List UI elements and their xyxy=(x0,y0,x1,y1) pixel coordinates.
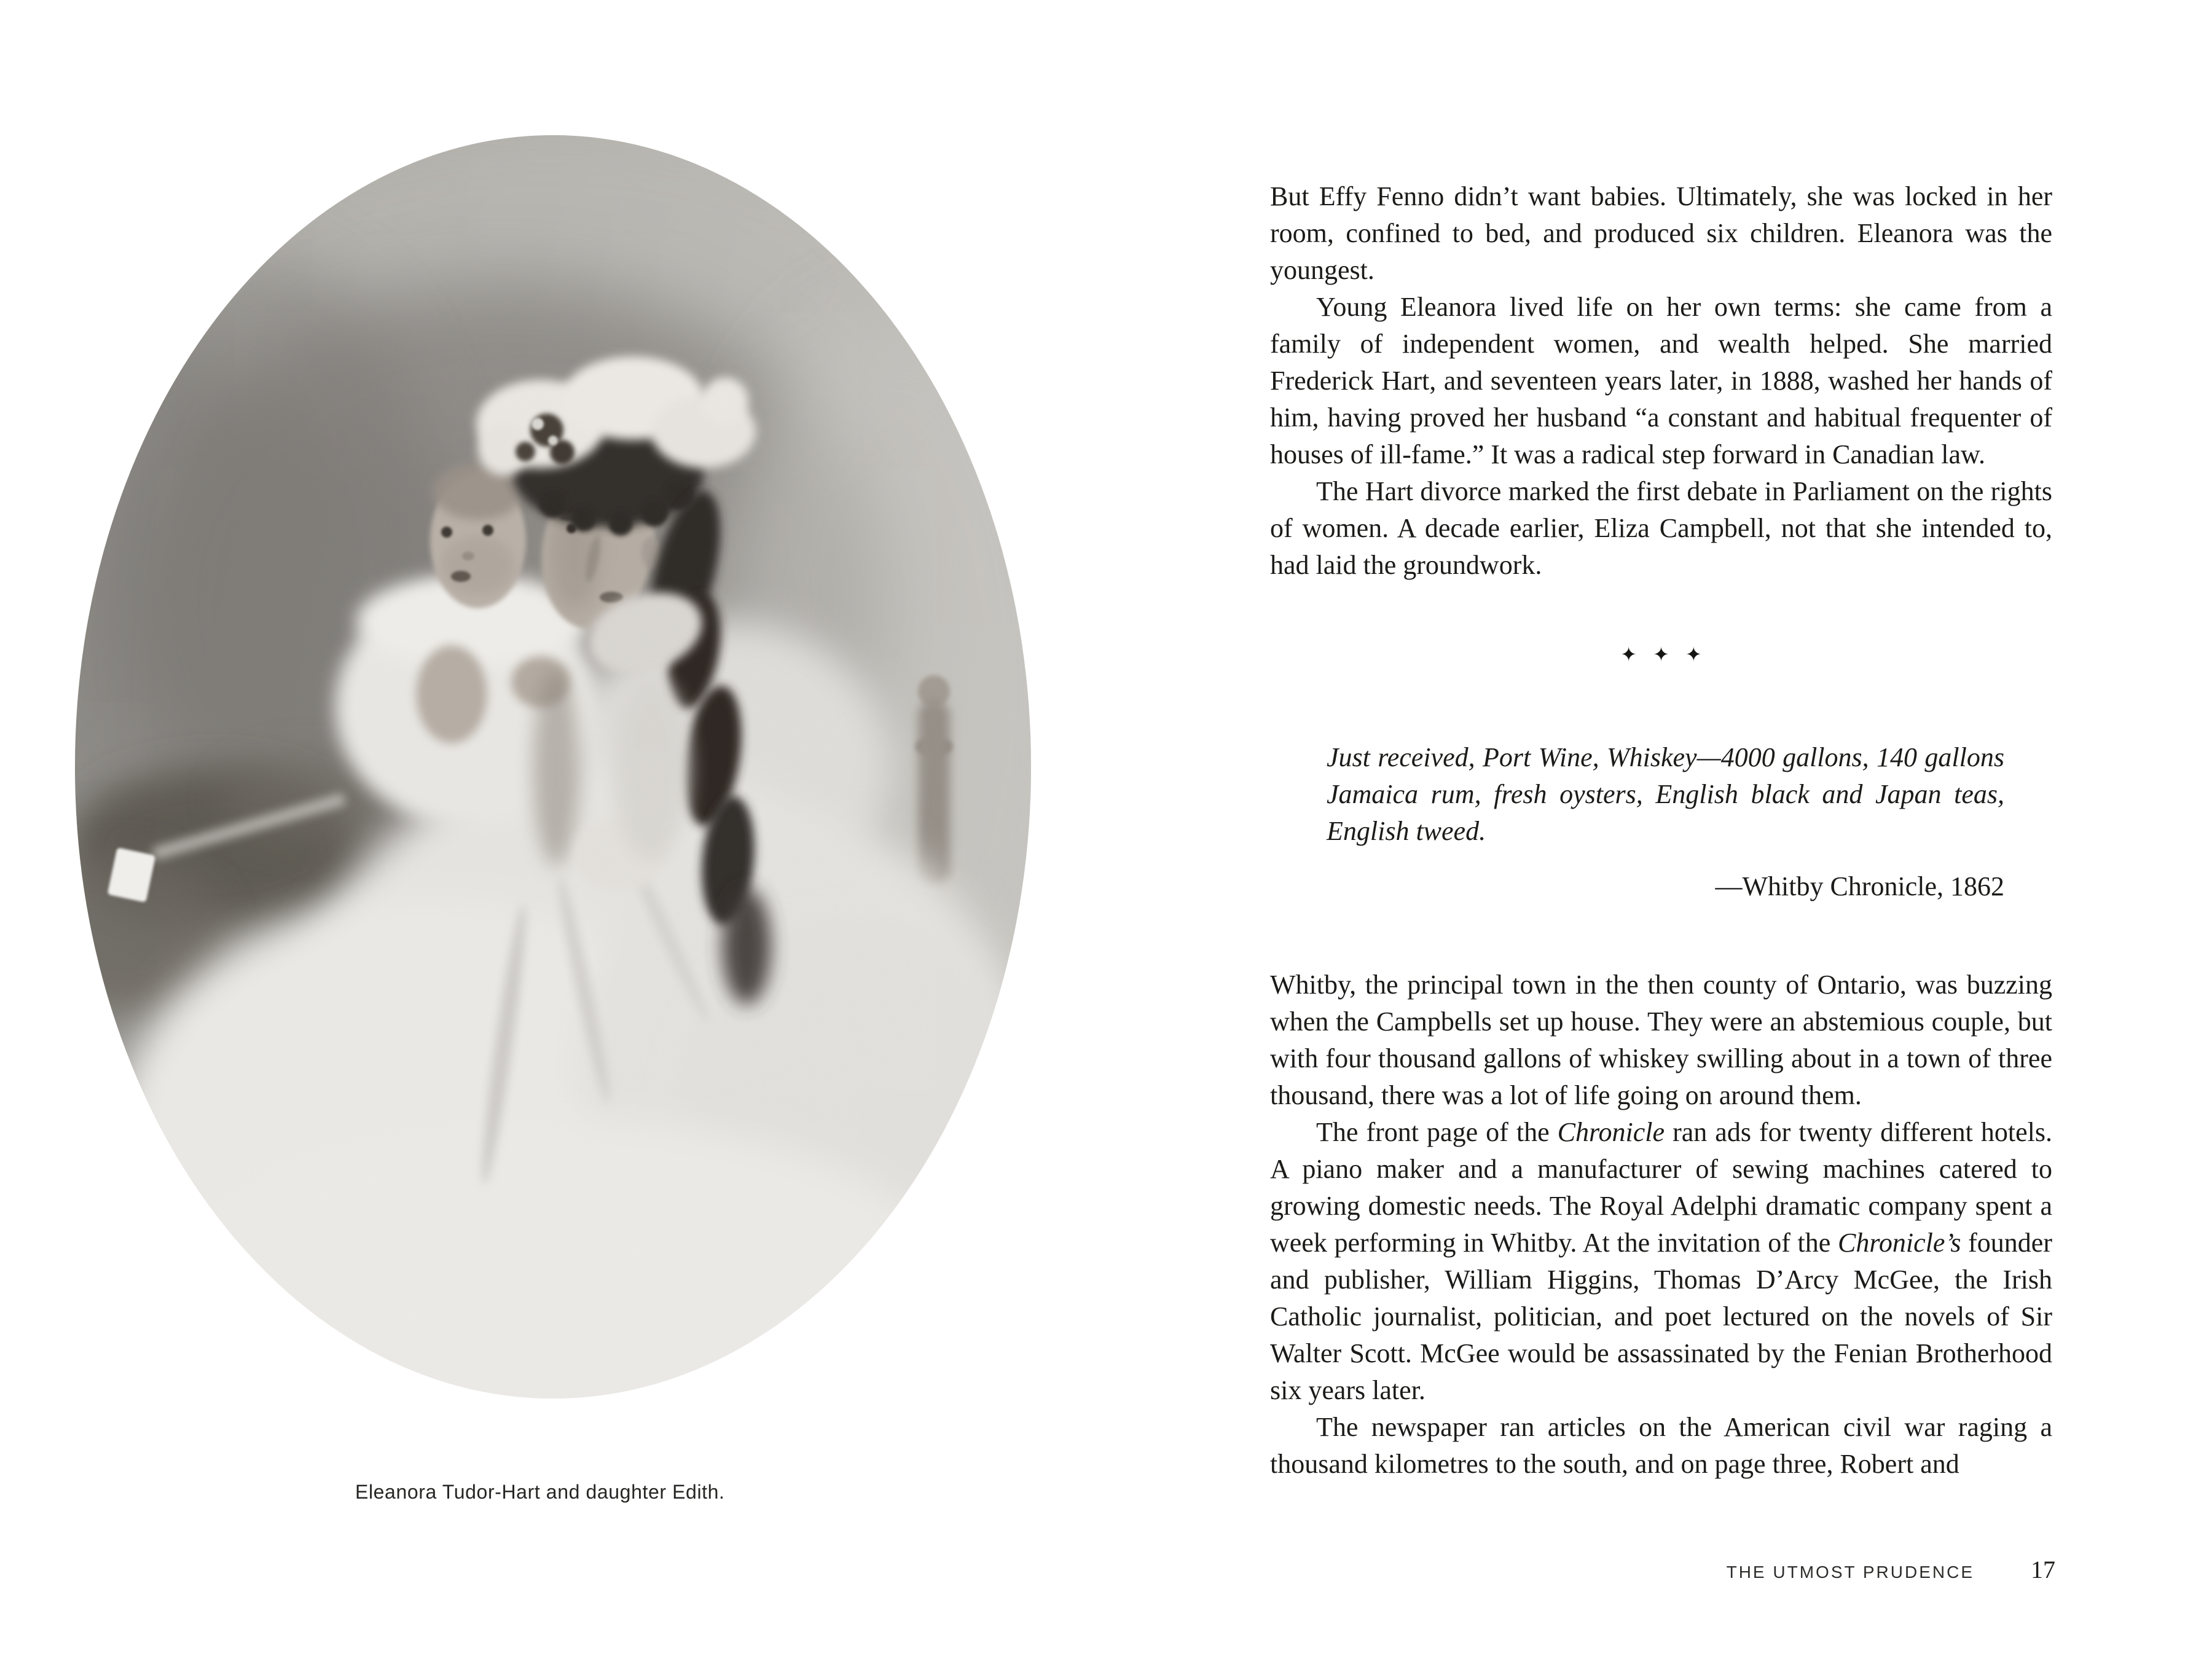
paragraph-young-eleanora: Young Eleanora lived life on her own terms: she came from a family of independent women, and wealth helped. She married Frederick Hart, and seventeen years later, in 1888, washed her hands of him, having proved her husband “a constant and habitual frequenter of houses of ill-fame.” It was a radical step forward in Canadian law. xyxy=(1270,292,2052,469)
italic-publication-name: Chronicle xyxy=(1557,1117,1665,1147)
paragraph-whitby: Whitby, the principal town in the then county of Ontario, was buzzing when the Campbells set up house. They were an abstemious couple, but with four thousand gallons of whiskey swilling about in a town of three thousand, there was a lot of life going on around them. xyxy=(1270,970,2052,1110)
paragraph-effy-fenno: But Effy Fenno didn’t want babies. Ultimately, she was locked in her room, confined to bed, and produced six children. Eleanora was the youngest. xyxy=(1270,181,2052,285)
text-column xyxy=(1270,178,2052,1483)
paragraph-text: founder and publisher, William Higgins, Thomas D’Arcy McGee, the Irish Catholic journalist, politician, and poet lectured on the novels of Sir Walter Scott. McGee would be assassinated by the Fenian Brotherhood six years later. xyxy=(1270,1228,2052,1405)
page-footer xyxy=(1270,1555,2055,1584)
page-number: 17 xyxy=(2031,1556,2055,1583)
right-page xyxy=(1106,0,2212,1659)
portrait-photo xyxy=(75,135,1031,1399)
quote-attribution: —Whitby Chronicle, 1862 xyxy=(1715,871,2004,901)
paragraph-newspaper-articles: The newspaper ran articles on the American civil war raging a thousand kilometres to the south, and on page three, Robert and xyxy=(1270,1412,2052,1479)
paragraph-text: ran ads for twenty different hotels. A piano maker and a manufacturer of sewing machines catered to growing domestic needs. The Royal Adelphi dramatic company spent a week performing in Whitby. At the invitation of the xyxy=(1270,1117,2052,1258)
paragraph-hart-divorce: The Hart divorce marked the first debate in Parliament on the rights of women. A decade earlier, Eliza Campbell, not that she intended to, had laid the groundwork. xyxy=(1270,476,2052,580)
running-head: THE UTMOST PRUDENCE xyxy=(1726,1563,1974,1582)
section-break-ornament: ✦✦✦ xyxy=(1620,643,1718,665)
paragraph-front-page xyxy=(1270,1114,2052,1409)
paragraph-text: The front page of the xyxy=(1316,1117,1558,1147)
newspaper-excerpt: Just received, Port Wine, Whiskey—4000 gallons, 140 gallons Jamaica rum, fresh oysters, English black and Japan teas, English tweed. xyxy=(1327,742,2004,846)
italic-publication-name: Chronicle’s xyxy=(1838,1228,1961,1258)
photo-caption: Eleanora Tudor-Hart and daughter Edith. xyxy=(355,1481,725,1503)
